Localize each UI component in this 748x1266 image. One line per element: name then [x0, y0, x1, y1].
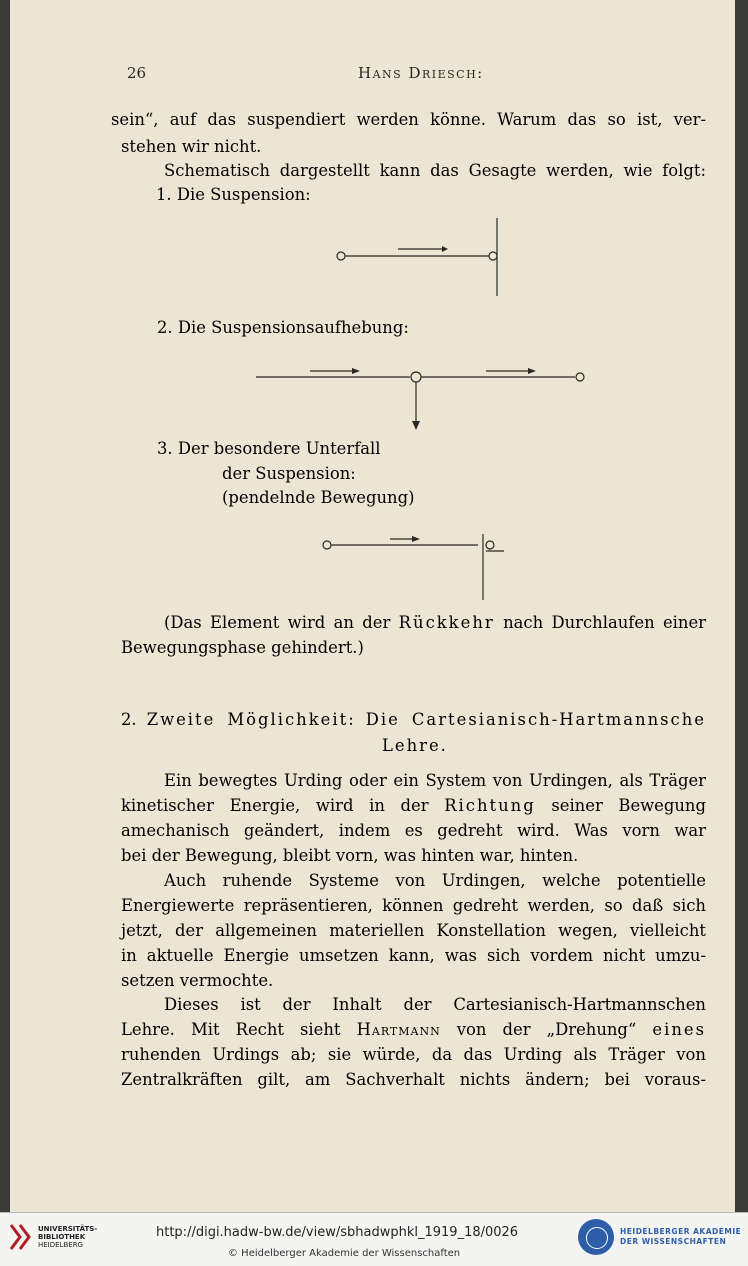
library-emblem-icon — [8, 1221, 32, 1253]
list-item-suspension-removal: 2. Die Suspensionsaufhebung: — [157, 318, 409, 337]
text-line: stehen wir nicht. — [121, 137, 262, 156]
section-heading-line-2: Lehre. — [382, 736, 448, 755]
text-line: ruhenden Urdings ab; sie würde, da das Urding als Träger von — [121, 1045, 706, 1064]
page-number: 26 — [127, 64, 147, 82]
running-head: Hans Driesch: — [358, 64, 484, 82]
library-name: UNIVERSITÄTS- BIBLIOTHEK HEIDELBERG — [38, 1225, 98, 1249]
academy-name: HEIDELBERGER AKADEMIE DER WISSENSCHAFTEN — [620, 1227, 742, 1246]
arrow-right-icon — [352, 368, 360, 374]
section-heading: 2. Zweite Möglichkeit: Die Cartesianisch-Hartmannsche — [121, 710, 706, 729]
text-line: bei der Bewegung, bleibt vorn, was hinten war, hinten. — [121, 846, 579, 865]
text-line: Schematisch dargestellt kann das Gesagte werden, wie folgt: — [164, 161, 706, 180]
text-line: sein“, auf das suspendiert werden könne. Warum das so ist, ver- — [111, 110, 706, 129]
text-line: (Das Element wird an der Rückkehr nach Durchlaufen einer — [164, 613, 706, 632]
text-line: Lehre. Mit Recht sieht Hartmann von der „Drehung“ eines — [121, 1020, 706, 1039]
arrow-right-icon — [412, 536, 420, 542]
text-line: kinetischer Energie, wird in der Richtung seiner Bewegung — [121, 796, 706, 815]
permalink-url[interactable]: http://digi.hadw-bw.de/view/sbhadwphkl_1919_18/0026 — [156, 1225, 519, 1240]
text-line: amechanisch geändert, indem es gedreht wird. Was vorn war — [121, 821, 706, 840]
text-line: der Suspension: — [222, 464, 356, 483]
suspension-line — [337, 218, 497, 296]
text-line: in aktuelle Energie umsetzen kann, was sich vordem nicht umzu- — [121, 946, 706, 965]
diagram-suspension — [330, 210, 510, 300]
text-line: Auch ruhende Systeme von Urdingen, welche potentielle — [164, 871, 706, 890]
list-item-special-case: 3. Der besondere Unterfall — [157, 439, 381, 458]
copyright-notice: © Heidelberger Akademie der Wissenschaften — [228, 1248, 461, 1259]
text-line: Bewegungsphase gehindert.) — [121, 638, 364, 657]
list-item-suspension: 1. Die Suspension: — [156, 185, 311, 204]
text-line: setzen vermochte. — [121, 971, 274, 990]
library-logo[interactable] — [8, 1221, 97, 1253]
diagram-pendulum — [320, 530, 520, 605]
academy-logo[interactable] — [578, 1219, 741, 1255]
arrow-right-icon — [528, 368, 536, 374]
arrow-down-icon — [412, 421, 420, 430]
text-line: (pendelnde Bewegung) — [222, 488, 415, 507]
pendulum-lines — [323, 534, 504, 600]
text-line: Energiewerte repräsentieren, können gedreht werden, so daß sich — [121, 896, 706, 915]
suspension-removal-lines — [256, 371, 584, 423]
text-line: Ein bewegtes Urding oder ein System von Urdingen, als Träger — [164, 771, 706, 790]
text-line: jetzt, der allgemeinen materiellen Konstellation wegen, vielleicht — [121, 921, 706, 940]
viewer-footer — [0, 1212, 748, 1266]
text-line: Dieses ist der Inhalt der Cartesianisch-Hartmannschen — [164, 995, 706, 1014]
diagram-suspension-removal — [250, 360, 595, 435]
arrow-right-icon — [442, 246, 448, 252]
text-line: Zentralkräften gilt, am Sachverhalt nichts ändern; bei voraus- — [121, 1070, 706, 1089]
academy-seal-icon — [578, 1219, 614, 1255]
